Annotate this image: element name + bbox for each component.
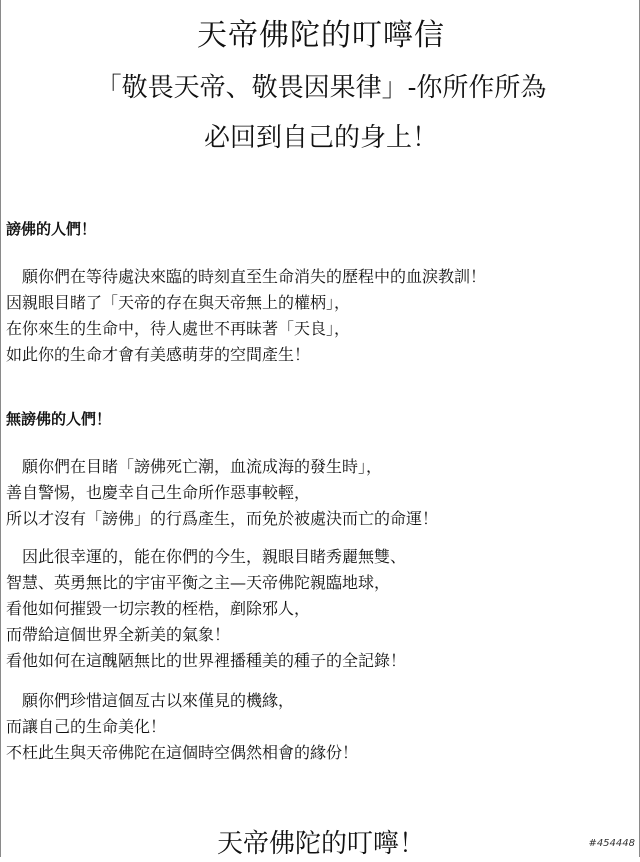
section-body-non-slanderers-2: [6, 544, 406, 674]
body-line: 善自警惕，也慶幸自己生命所作惡事較輕，: [6, 483, 311, 502]
body-line: 願你們在目睹「謗佛死亡潮，血流成海的發生時」，: [22, 457, 383, 476]
section-body-non-slanderers-1: [6, 454, 438, 532]
page-title: 天帝佛陀的叮嚀信: [197, 18, 445, 53]
body-line: 不枉此生與天帝佛陀在這個時空偶然相會的緣份！: [6, 743, 359, 762]
page-subtitle-2: 必回到自己的身上！: [203, 123, 438, 153]
section-body-slanderers: [6, 264, 486, 368]
body-line: 看他如何摧毀一切宗教的桎梏，剷除邪人，: [6, 599, 311, 618]
body-line: 如此你的生命才會有美感萌芽的空間產生！: [6, 345, 311, 364]
body-line: 所以才沒有「謗佛」的行爲產生，而免於被處決而亡的命運！: [6, 509, 439, 528]
page-subtitle: 「敬畏天帝、敬畏因果律」-你所作所為: [95, 73, 547, 103]
body-line: 願你們珍惜這個亙古以來僅見的機緣，: [22, 691, 295, 710]
body-line: 因親眼目睹了「天帝的存在與天帝無上的權柄」，: [6, 293, 351, 312]
body-line: 在你來生的生命中，待人處世不再昧著「天良」，: [6, 319, 351, 338]
section-heading-non-slanderers: 無謗佛的人們！: [6, 410, 112, 428]
body-line: 願你們在等待處決來臨的時刻直至生命消失的歷程中的血淚教訓！: [22, 267, 487, 286]
closing-signature: 天帝佛陀的叮嚀！: [216, 829, 425, 859]
body-line: 而帶給這個世界全新美的氣象！: [6, 625, 231, 644]
section-heading-slanderers: 謗佛的人們！: [6, 220, 97, 238]
section-body-non-slanderers-3: [6, 688, 358, 766]
body-line: 看他如何在這醜陋無比的世界裡播種美的種子的全記錄！: [6, 651, 407, 670]
document-id-tag: #454448: [588, 838, 635, 849]
body-line: 智慧、英勇無比的宇宙平衡之主—天帝佛陀親臨地球，: [6, 573, 391, 592]
body-line: 而讓自己的生命美化！: [6, 717, 167, 736]
body-line: 因此很幸運的，能在你們的今生，親眼目睹秀麗無雙、: [22, 547, 407, 566]
